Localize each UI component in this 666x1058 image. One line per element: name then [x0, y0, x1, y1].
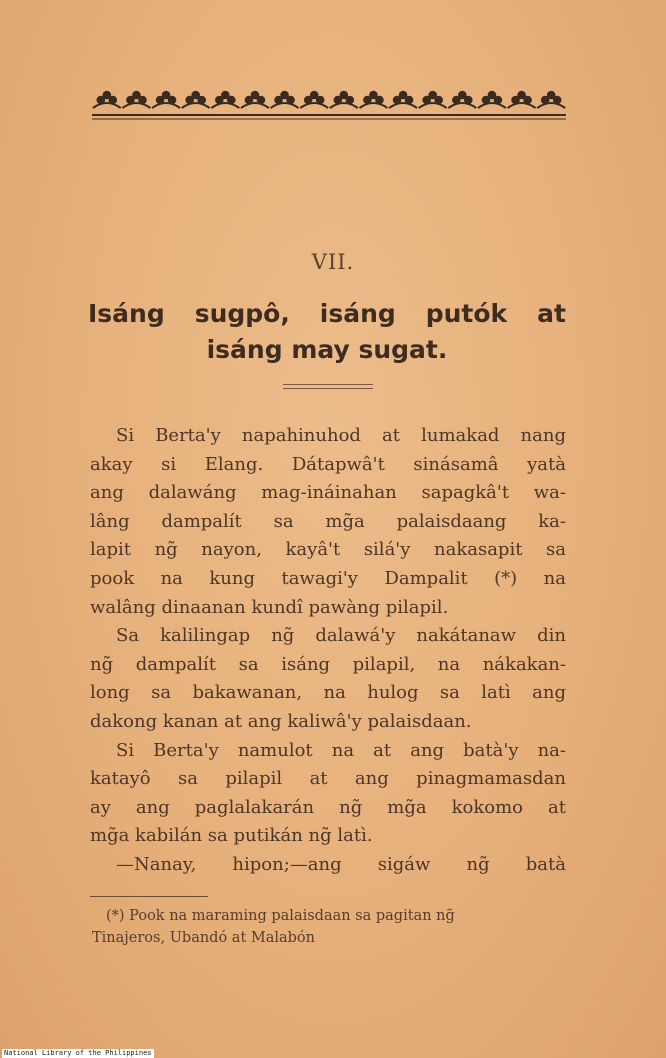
title-word: isáng	[319, 299, 396, 328]
text-line: Si Berta'y napahinuhod at lumakad nang	[116, 425, 566, 446]
title-word: putók	[425, 299, 508, 328]
ornament-flower-icon	[271, 91, 299, 108]
text-line: long sa bakawanan, na hulog sa latì ang	[90, 682, 566, 704]
title-word: sugpô,	[194, 299, 290, 328]
ornament-flower-icon	[508, 91, 536, 108]
ornament-flower-icon	[93, 91, 121, 108]
ornament-flower-icon	[478, 91, 506, 108]
ornament-flower-icon	[389, 91, 417, 108]
text-line: —Nanay, hipon;—ang sigáw ng̃ batà	[116, 853, 566, 875]
footnote-divider	[90, 896, 208, 897]
ornament-flower-icon	[448, 91, 476, 108]
ornament-flower-icon	[330, 91, 358, 108]
ornament-flower-icon	[300, 91, 328, 108]
ornament-motifs	[93, 91, 565, 108]
paragraph	[90, 851, 566, 880]
paragraph	[90, 622, 566, 736]
text-line: akay si Elang. Dátapwâ't sinásamâ yatà	[90, 453, 566, 475]
text-line: dakong kanan at ang kaliwâ'y palaisdaan.	[90, 710, 472, 732]
text-line: pook na kung tawagi'y Dampalit (*) na	[90, 567, 566, 589]
footnote-line: (*) Pook na maraming palaisdaan sa pagitan ng̃	[106, 908, 455, 924]
paragraph	[90, 422, 566, 622]
chapter-title	[88, 296, 566, 368]
chapter-title-line-1	[88, 296, 566, 332]
body-text	[90, 422, 566, 880]
chapter-title-line-2: isáng may sugat.	[206, 335, 448, 364]
ornament-flower-icon	[182, 91, 210, 108]
text-line: Si Berta'y namulot na at ang batà'y na-	[116, 739, 566, 761]
footnote	[92, 905, 568, 949]
title-divider	[283, 384, 373, 389]
library-watermark: National Library of the Philippines	[4, 1049, 152, 1057]
text-line: ng̃ dampalít sa isáng pilapil, na nákakan-	[90, 653, 566, 675]
footnote-line: Tinajeros, Ubandó at Malabón	[92, 930, 316, 946]
ornament-flower-icon	[241, 91, 269, 108]
paragraph	[90, 737, 566, 851]
text-line: walâng dinaanan kundî pawàng pilapil.	[90, 596, 449, 618]
ornament-flower-icon	[537, 91, 565, 108]
ornament-flower-icon	[152, 91, 180, 108]
text-line: ang dalawáng mag-ináinahan sapagkâ't wa-	[90, 482, 566, 504]
chapter-number: VII.	[311, 250, 355, 274]
ornament-flower-icon	[419, 91, 447, 108]
text-line: lapit ng̃ nayon, kayâ't silá'y nakasapit sa	[90, 539, 566, 561]
text-line: ay ang paglalakarán ng̃ mg̃a kokomo at	[90, 796, 566, 818]
title-word: at	[537, 299, 566, 328]
text-line: mg̃a kabilán sa putikán ng̃ latì.	[90, 825, 373, 847]
ornament-flower-icon	[122, 91, 150, 108]
text-line: katayô sa pilapil at ang pinagmamasdan	[90, 768, 566, 790]
ornament-flower-icon	[211, 91, 239, 108]
decorative-header-ornament	[92, 84, 566, 124]
text-line: Sa kalilingap ng̃ dalawá'y nakátanaw din	[116, 625, 566, 647]
ornament-flower-icon	[359, 91, 387, 108]
text-line: lâng dampalít sa mg̃a palaisdaang ka-	[90, 510, 566, 532]
title-word: Isáng	[88, 299, 165, 328]
